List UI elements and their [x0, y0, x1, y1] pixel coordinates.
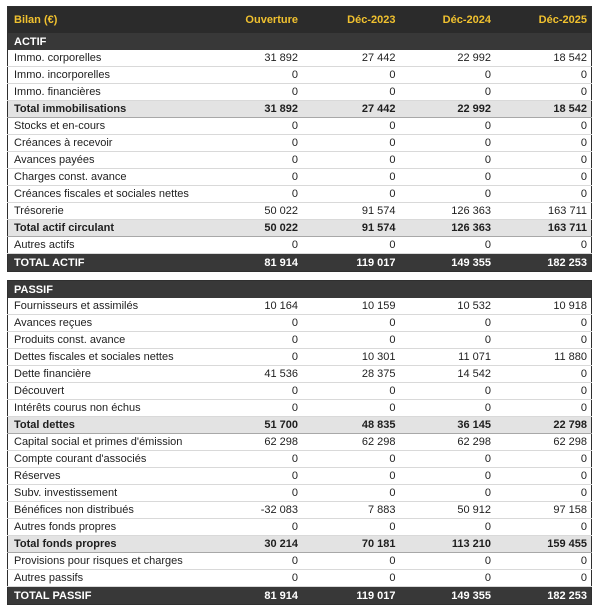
column-header-dec-2024: Déc-2024 [400, 7, 495, 34]
cell-value: 31 892 [205, 101, 303, 118]
cell-value: 0 [302, 570, 400, 587]
cell-value: 0 [495, 135, 592, 152]
subtotal-row [8, 220, 592, 237]
cell-value: 0 [302, 135, 400, 152]
cell-value: 11 071 [400, 349, 495, 366]
row-label: Immo. financières [8, 84, 205, 101]
subtotal-row [8, 101, 592, 118]
cell-value: 0 [302, 186, 400, 203]
cell-value [400, 33, 495, 50]
cell-value: 0 [302, 332, 400, 349]
cell-value: 0 [302, 315, 400, 332]
cell-value: 149 355 [400, 254, 495, 272]
table-row [8, 237, 592, 254]
cell-value: 22 992 [400, 50, 495, 67]
table-row [8, 451, 592, 468]
cell-value: 0 [400, 570, 495, 587]
cell-value: 0 [205, 169, 303, 186]
cell-value: 0 [302, 383, 400, 400]
row-label: TOTAL PASSIF [8, 587, 205, 605]
subtotal-row [8, 417, 592, 434]
cell-value: 0 [495, 553, 592, 570]
cell-value: 113 210 [400, 536, 495, 553]
row-label: Provisions pour risques et charges [8, 553, 205, 570]
cell-value: 0 [205, 383, 303, 400]
cell-value [302, 281, 400, 299]
row-label: Réserves [8, 468, 205, 485]
cell-value: 0 [302, 400, 400, 417]
row-label: Immo. corporelles [8, 50, 205, 67]
cell-value: 51 700 [205, 417, 303, 434]
passif-table [7, 280, 592, 605]
table-row [8, 400, 592, 417]
section-header-row [8, 281, 592, 299]
cell-value: 0 [400, 383, 495, 400]
table-row [8, 570, 592, 587]
cell-value: 0 [400, 332, 495, 349]
cell-value: 0 [495, 67, 592, 84]
cell-value: 22 992 [400, 101, 495, 118]
cell-value: 0 [302, 485, 400, 502]
cell-value: 91 574 [302, 220, 400, 237]
cell-value: 182 253 [495, 587, 592, 605]
table-row [8, 468, 592, 485]
cell-value: 0 [205, 315, 303, 332]
cell-value: 14 542 [400, 366, 495, 383]
row-label: Produits const. avance [8, 332, 205, 349]
cell-value: 0 [495, 468, 592, 485]
row-label: Compte courant d'associés [8, 451, 205, 468]
cell-value: 11 880 [495, 349, 592, 366]
cell-value: 50 912 [400, 502, 495, 519]
cell-value: 62 298 [495, 434, 592, 451]
cell-value: 0 [400, 315, 495, 332]
cell-value: 0 [495, 332, 592, 349]
row-label: Bénéfices non distribués [8, 502, 205, 519]
cell-value: 119 017 [302, 587, 400, 605]
row-label: Stocks et en-cours [8, 118, 205, 135]
cell-value [495, 281, 592, 299]
cell-value: 10 301 [302, 349, 400, 366]
cell-value: 0 [205, 118, 303, 135]
cell-value: 0 [495, 237, 592, 254]
row-label: Autres actifs [8, 237, 205, 254]
column-header-ouverture: Ouverture [205, 7, 303, 34]
row-label: Immo. incorporelles [8, 67, 205, 84]
table-row [8, 553, 592, 570]
cell-value: 0 [400, 468, 495, 485]
cell-value: 0 [495, 118, 592, 135]
cell-value [205, 281, 303, 299]
cell-value: 0 [302, 553, 400, 570]
grand-total-row [8, 254, 592, 272]
cell-value: 0 [205, 468, 303, 485]
cell-value: -32 083 [205, 502, 303, 519]
cell-value: 28 375 [302, 366, 400, 383]
cell-value: 81 914 [205, 587, 303, 605]
cell-value: 50 022 [205, 220, 303, 237]
cell-value: 0 [400, 400, 495, 417]
cell-value: 0 [400, 169, 495, 186]
cell-value: 27 442 [302, 50, 400, 67]
column-header-dec-2025: Déc-2025 [495, 7, 592, 34]
cell-value: 0 [205, 332, 303, 349]
cell-value: 7 883 [302, 502, 400, 519]
cell-value: 0 [205, 349, 303, 366]
cell-value: 126 363 [400, 203, 495, 220]
row-label: PASSIF [8, 281, 205, 299]
cell-value: 0 [400, 135, 495, 152]
row-label: Intérêts courus non échus [8, 400, 205, 417]
row-label: Découvert [8, 383, 205, 400]
cell-value: 0 [205, 152, 303, 169]
cell-value: 36 145 [400, 417, 495, 434]
cell-value: 0 [495, 152, 592, 169]
row-label: Capital social et primes d'émission [8, 434, 205, 451]
cell-value: 159 455 [495, 536, 592, 553]
cell-value: 0 [302, 237, 400, 254]
table-row [8, 349, 592, 366]
cell-value: 0 [400, 84, 495, 101]
cell-value: 0 [205, 84, 303, 101]
cell-value: 0 [205, 186, 303, 203]
cell-value: 0 [205, 400, 303, 417]
subtotal-row [8, 536, 592, 553]
cell-value: 41 536 [205, 366, 303, 383]
cell-value: 163 711 [495, 203, 592, 220]
cell-value: 10 164 [205, 298, 303, 315]
cell-value: 0 [400, 237, 495, 254]
cell-value: 18 542 [495, 50, 592, 67]
cell-value: 0 [302, 519, 400, 536]
cell-value: 50 022 [205, 203, 303, 220]
table-row [8, 203, 592, 220]
row-label: Subv. investissement [8, 485, 205, 502]
cell-value: 0 [495, 570, 592, 587]
cell-value: 70 181 [302, 536, 400, 553]
cell-value: 22 798 [495, 417, 592, 434]
cell-value: 62 298 [205, 434, 303, 451]
cell-value: 149 355 [400, 587, 495, 605]
cell-value [302, 33, 400, 50]
row-label: Trésorerie [8, 203, 205, 220]
table-row [8, 169, 592, 186]
cell-value: 97 158 [495, 502, 592, 519]
table-row [8, 84, 592, 101]
cell-value: 27 442 [302, 101, 400, 118]
cell-value [400, 281, 495, 299]
cell-value: 0 [205, 553, 303, 570]
cell-value: 0 [205, 135, 303, 152]
cell-value [205, 33, 303, 50]
table-row [8, 186, 592, 203]
cell-value: 0 [302, 118, 400, 135]
row-label: Autres fonds propres [8, 519, 205, 536]
cell-value: 10 159 [302, 298, 400, 315]
table-row [8, 485, 592, 502]
cell-value: 0 [495, 451, 592, 468]
table-row [8, 383, 592, 400]
cell-value: 0 [400, 451, 495, 468]
cell-value [495, 33, 592, 50]
cell-value: 30 214 [205, 536, 303, 553]
cell-value: 0 [302, 84, 400, 101]
cell-value: 62 298 [302, 434, 400, 451]
table-row [8, 135, 592, 152]
row-label: Total dettes [8, 417, 205, 434]
row-label: Charges const. avance [8, 169, 205, 186]
cell-value: 0 [205, 67, 303, 84]
cell-value: 0 [495, 485, 592, 502]
cell-value: 91 574 [302, 203, 400, 220]
table-row [8, 298, 592, 315]
cell-value: 0 [205, 485, 303, 502]
cell-value: 0 [495, 400, 592, 417]
table-row [8, 519, 592, 536]
column-header-dec-2023: Déc-2023 [302, 7, 400, 34]
cell-value: 0 [400, 553, 495, 570]
row-label: Créances fiscales et sociales nettes [8, 186, 205, 203]
cell-value: 0 [495, 315, 592, 332]
cell-value: 0 [205, 570, 303, 587]
row-label: Dettes fiscales et sociales nettes [8, 349, 205, 366]
table-row [8, 67, 592, 84]
row-label: Total fonds propres [8, 536, 205, 553]
cell-value: 0 [302, 67, 400, 84]
row-label: TOTAL ACTIF [8, 254, 205, 272]
table-row [8, 434, 592, 451]
cell-value: 0 [495, 519, 592, 536]
cell-value: 0 [205, 237, 303, 254]
cell-value: 0 [400, 485, 495, 502]
cell-value: 18 542 [495, 101, 592, 118]
cell-value: 10 532 [400, 298, 495, 315]
cell-value: 0 [400, 519, 495, 536]
row-label: ACTIF [8, 33, 205, 50]
row-label: Autres passifs [8, 570, 205, 587]
table-row [8, 502, 592, 519]
cell-value: 81 914 [205, 254, 303, 272]
row-label: Avances reçues [8, 315, 205, 332]
table-header-row [8, 7, 592, 34]
row-label: Fournisseurs et assimilés [8, 298, 205, 315]
actif-table [7, 6, 592, 272]
cell-value: 0 [400, 118, 495, 135]
cell-value: 0 [400, 186, 495, 203]
cell-value: 0 [495, 84, 592, 101]
cell-value: 126 363 [400, 220, 495, 237]
table-row [8, 332, 592, 349]
cell-value: 0 [205, 451, 303, 468]
grand-total-row [8, 587, 592, 605]
table-row [8, 366, 592, 383]
cell-value: 0 [302, 451, 400, 468]
cell-value: 119 017 [302, 254, 400, 272]
row-label: Créances à recevoir [8, 135, 205, 152]
table-row [8, 50, 592, 67]
table-row [8, 152, 592, 169]
cell-value: 0 [495, 366, 592, 383]
cell-value: 0 [400, 152, 495, 169]
cell-value: 163 711 [495, 220, 592, 237]
cell-value: 62 298 [400, 434, 495, 451]
cell-value: 31 892 [205, 50, 303, 67]
cell-value: 0 [302, 468, 400, 485]
cell-value: 0 [495, 169, 592, 186]
cell-value: 182 253 [495, 254, 592, 272]
table-row [8, 118, 592, 135]
cell-value: 10 918 [495, 298, 592, 315]
row-label: Dette financière [8, 366, 205, 383]
cell-value: 0 [302, 152, 400, 169]
table-title: Bilan (€) [8, 7, 205, 34]
cell-value: 0 [495, 383, 592, 400]
section-header-row [8, 33, 592, 50]
cell-value: 0 [495, 186, 592, 203]
cell-value: 0 [400, 67, 495, 84]
row-label: Total actif circulant [8, 220, 205, 237]
cell-value: 0 [302, 169, 400, 186]
table-row [8, 315, 592, 332]
row-label: Avances payées [8, 152, 205, 169]
cell-value: 0 [205, 519, 303, 536]
cell-value: 48 835 [302, 417, 400, 434]
row-label: Total immobilisations [8, 101, 205, 118]
